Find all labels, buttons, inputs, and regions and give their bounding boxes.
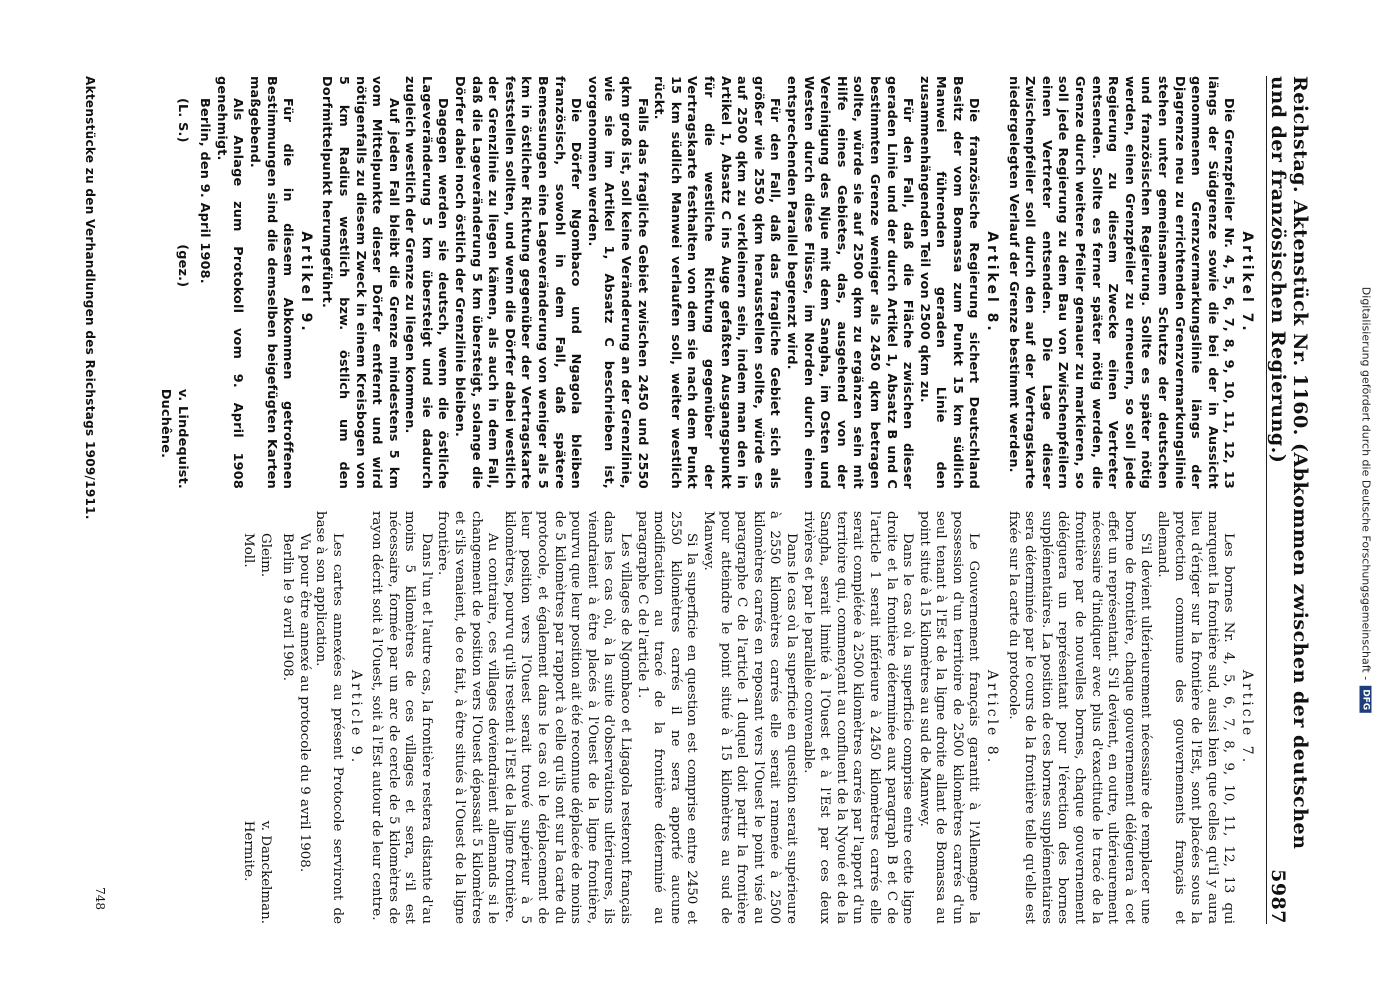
article-7-title-de: Artikel 7. (1239, 231, 1255, 334)
signatures-de (156, 389, 189, 489)
article-9-text2-de: Als Anlage zum Protokoll vom 9. April 1908 genehmigt. (213, 76, 246, 489)
signatures-fr-left (239, 533, 272, 577)
article-9-title-fr: Article 9. (347, 669, 364, 766)
article-8-title-fr: Article 8. (984, 669, 1001, 766)
article-8-p4-de: Falls das fragliche Gebiet zwischen 2450 und 2550 qkm groß ist, soll keine Veränderung an der Grenzlinie, wie sie im Artikel 1, Absatz C beschrieben ist, vorgenommen werden. (584, 76, 650, 489)
signature-1a-fr: Gleim. (257, 533, 273, 578)
article-7-text-de: Die Grenzpfeiler Nr. 4, 5, 6, 7, 8, 9, 10, 11, 12, 13 längs der Südgrenze sowie die bei der in Aussicht genommenen Grenzvermarkungslinie längs der Djagrenze neu zu errichtenden Grenzvermarkungslinie stehen unter gemeinsamem Schutze der deutschen und französischen Regierung. Sollte es später nötig werden, einen Grenzpfeiler zu erneuern, so soll jede Regierung zu diesem Zwecke einen Vertreter entsenden. Sollte es ferner später nötig werden, die Grenze durch weitere Pfeiler genauer zu markieren, so soll jede Regierung zu dem Bau von Zwischenpfeilern einen Vertreter entsenden. Die Lage dieser Zwischenpfeiler soll durch den auf der Vertragskarte niedergelegten Verlauf der Grenze bestimmt werden. (1005, 76, 1237, 489)
digitization-note (1360, 287, 1373, 713)
article-8-p1-fr: Le Gouvernement français garantit à l'Allemagne la possession d'un territoire de 2500 kilomètres carrés d'un seul tenant à l'Est de la ligne droite allant de Bomassa au point situé à 15 kilomètres au sud de Manwey. (916, 511, 982, 924)
article-9-text2-fr: Vu pour être annexé au protocole du 9 avril 1908. (296, 533, 312, 873)
header-title: Reichstag. Aktenstück Nr. 1160. (Abkommen zwischen der deutschen und der französischen Regierung.) (1267, 76, 1311, 850)
article-7-title-fr: Article 7. (1239, 669, 1255, 766)
article-8-p5-fr: Les villages de Ngombaco et Ligagola resteront français dans les cas où, à la suite d'observations ultérieures, ils viendraient à être placés à l'Ouest de la ligne frontière, pourvu que leur position ait été reconnue déplacée de moins de 5 kilomètres par rapport à celle qu'ils ont sur la carte du protocole, et également dans le cas où le déplacement de leur position vers l'Ouest serait trouvé supérieur à 5 kilomètres, pourvu qu'ils restent à l'Est de la ligne frontière. (501, 511, 634, 924)
place-date-de: Berlin, den 9. April 1908. (197, 98, 213, 284)
signature-row-fr (239, 511, 272, 924)
article-7-p2-fr: S'il devient ultérieurement nécessaire de remplacer une borne de frontière, chaque gouvernement déléguera à cet effet un représentant. S'il devient, en outre, ultérieurement nécessaire d'indiquer avec plus d'exactitude le tracé de la frontière par de nouvelles bornes, chaque gouvernement déléguera un représentant pour l'érection des bornes supplémentaires. La position de ces bornes supplémentaires sera déterminée par le cours de la frontière telle qu'elle est fixée sur la carte du protocole. (1005, 511, 1154, 924)
article-8-p1-de: Die französische Regierung sichert Deutschland Besitz der vom Bomassa zum Punkt 15 km südlich Manwei führenden geraden Linie den zusammenhängenden Teil von 2500 qkm zu. (916, 76, 982, 489)
article-8-p7-fr: Dans l'un et l'autre cas, la frontière restera distante d'au moins 5 kilomètres de ces villages et sera, s'il est nécessaire, formée par un arc de cercle de 5 kilomètres de rayon décrit soit à l'Ouest, soit à l'Est autour de leur centre. (369, 511, 434, 924)
signature-row-de (156, 76, 189, 489)
dfg-logo-icon: DFG (1360, 686, 1372, 713)
digitization-text: Digitalisierung gefördert durch die Deutsche Forschungsgemeinschaft - (1359, 286, 1373, 681)
signature-2-de: Duchêne. (158, 388, 173, 459)
article-8-p3-fr: Dans le cas où la superficie en question serait supérieure à 2550 kilomètres carrés elle serait ramenée à 2500 kilomètres carrés en reposant vers l'Ouest le point visé au paragraphe C de l'article 1 duquel doit partir la frontière pour atteindre le point situé à 15 kilomètres au sud de Manwey. (701, 511, 799, 924)
header-page-number: 5987 (1267, 869, 1289, 924)
signatures-fr-right (239, 821, 272, 924)
signature-1-de: v. Lindequist. (174, 388, 190, 489)
article-8-p2-fr: Dans le cas où la superficie comprise entre cette ligne droite et la frontière déterminée aux paragraph B et C de l'article 1 serait inférieure à 2450 kilomètres carrés elle serait complétée à 2500 kilomètres carrés par l'apport d'un territoire qui, commençant au confluent de la Nyoué et de la Sangha, serait limité à l'Ouest et à l'Est par ces deux rivières et par le parallèle convenable. (800, 511, 916, 924)
article-9-title-de: Artikel 9. (297, 231, 314, 334)
german-column (121, 76, 1259, 489)
article-8-title-de: Artikel 8. (984, 231, 1001, 334)
signature-2b-fr: Hermite. (240, 820, 256, 882)
footer-page-number: 748 (93, 887, 107, 910)
text-columns (121, 76, 1259, 924)
seal2-de: (gez.) (174, 244, 190, 288)
place-date-fr: Berlin le 9 avril 1908. (280, 533, 296, 681)
article-8-p5-de: Die Dörfer Ngombaco und Ngagola bleiben französisch, sowohl in dem Fall, daß spätere Bemessungen eine Lageveränderung von weniger als 5 km in östlicher Richtung gegenüber der Vertragskarte feststellen sollten, und wenn die Dörfer dabei westlich der Grenzlinie zu liegen kämen, als auch in dem Fall, daß die Lageveränderung 5 km übersteigt, solange die Dörfer dabei noch östlich der Grenzlinie bleiben. (452, 76, 584, 489)
article-7-p1-fr: Les bornes Nr. 4, 5, 6, 7, 8, 9, 10, 11, 12, 13 qui marquent la frontière sud, aussi bien que celles qu'il y aura lieu d'ériger sur la frontière de l'Est, sont placées sous la protection commune des gouvernements français et allemand. (1155, 511, 1237, 924)
article-8-p6-de: Dagegen werden sie deutsch, wenn die östliche Lageveränderung 5 km übersteigt und sie dadurch zugleich westlich der Grenze zu liegen kommen. (402, 76, 451, 489)
footer-source: Aktenstücke zu den Verhandlungen des Reichstags 1909/1911. (83, 76, 97, 520)
page-header (1266, 76, 1311, 924)
seal-de: (L. S.) (174, 98, 190, 143)
signature-1b-fr: v. Danckelman. (257, 820, 273, 924)
article-9-text-de: Für die in diesem Abkommen getroffenen Bestimmungen sind die demselben beigefügten Karten maßgebend. (246, 76, 296, 489)
article-8-p4-fr: Si la superficie en question est comprise entre 2450 et 2550 kilomètres carrés il ne sera apporté aucune modification au tracé de la frontière déterminé au paragraphe C de l'article 1. (634, 511, 700, 924)
article-9-text-fr: Les cartes annexées au présent Protocole serviront de base à son application. (313, 511, 345, 924)
article-8-p7-de: Auf jeden Fall bleibt die Grenze mindestens 5 km vom Mittelpunkte dieser Dörfer entfernt und wird nötigenfalls zu diesem Zweck in einem Kreisbogen von 5 km Radius westlich bzw. östlich um den Dorfmittelpunkt herumgeführt. (319, 76, 401, 489)
french-column (121, 511, 1259, 924)
article-8-p6-fr: Au contraire, ces villages deviendraient allemands si le changement de position vers l'Ouest dépassait 5 kilomètres et s'ils venaient, de ce fait, à être situés à l'Ouest de la ligne frontière. (435, 511, 501, 924)
article-8-p2-de: Für den Fall, daß die Fläche zwischen dieser geraden Linie und der durch Artikel 1, Absatz B und C bestimmten Grenze weniger als 2450 qkm betragen sollte, würde sie auf 2500 qkm zu ergänzen sein mit Hilfe eines Gebietes, das, ausgehend von der Vereinigung des Njue mit dem Sangha, im Osten und Westen durch diese Flüsse, im Norden durch einen entsprechenden Parallel begrenzt wird. (783, 76, 916, 489)
article-8-p3-de: Für den Fall, daß das fragliche Gebiet sich als größer wie 2550 qkm herausstellen sollte, würde es auf 2500 qkm zu verkleinern sein, indem man den in Artikel 1, Absatz C ins Auge gefaßten Ausgangspunkt für die westliche Richtung gegenüber der Vertragskarte festhalten von dem sie nach dem Punkt 15 km südlich Manwei verlaufen soll, weiter westlich rückt. (651, 76, 783, 489)
signature-2a-fr: Moll. (240, 533, 256, 568)
document-page (61, 50, 1321, 950)
